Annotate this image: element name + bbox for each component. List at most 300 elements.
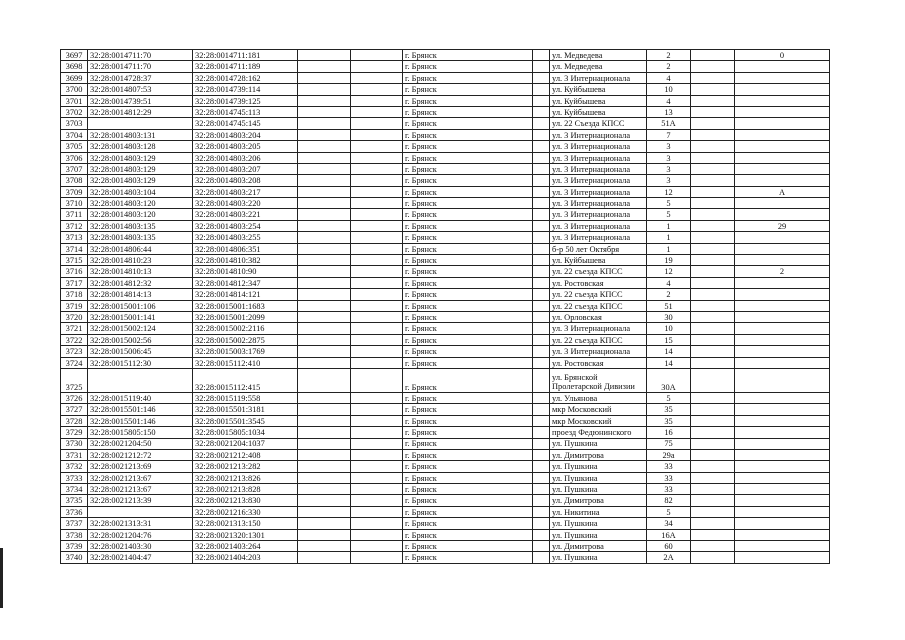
city: г. Брянск	[403, 357, 533, 368]
empty-cell	[351, 404, 403, 415]
cadastral-parcel: 32:28:0014803:120	[88, 209, 193, 220]
cadastral-object: 32:28:0014803:220	[193, 198, 298, 209]
cadastral-parcel: 32:28:0021213:39	[88, 495, 193, 506]
row-number: 3723	[61, 346, 88, 357]
empty-cell	[351, 300, 403, 311]
empty-cell	[691, 529, 735, 540]
city: г. Брянск	[403, 472, 533, 483]
house-number: 1	[647, 243, 691, 254]
table-row	[61, 84, 830, 95]
empty-cell	[533, 392, 550, 403]
house-number: 3	[647, 152, 691, 163]
empty-cell	[533, 404, 550, 415]
row-number: 3715	[61, 255, 88, 266]
house-number: 35	[647, 404, 691, 415]
apartment-number	[735, 95, 830, 106]
cadastral-object: 32:28:0015501:3545	[193, 415, 298, 426]
cadastral-parcel	[88, 118, 193, 129]
empty-cell	[533, 289, 550, 300]
table-row	[61, 141, 830, 152]
house-number: 10	[647, 84, 691, 95]
apartment-number	[735, 163, 830, 174]
house-number: 1	[647, 232, 691, 243]
empty-cell	[351, 415, 403, 426]
cadastral-object: 32:28:0014739:114	[193, 84, 298, 95]
table-row	[61, 50, 830, 61]
empty-cell	[298, 72, 351, 83]
empty-cell	[533, 141, 550, 152]
empty-cell	[298, 243, 351, 254]
empty-cell	[351, 392, 403, 403]
house-number: 34	[647, 518, 691, 529]
empty-cell	[351, 506, 403, 517]
empty-cell	[298, 255, 351, 266]
empty-cell	[298, 495, 351, 506]
row-number: 3719	[61, 300, 88, 311]
empty-cell	[533, 484, 550, 495]
row-number: 3702	[61, 106, 88, 117]
row-number: 3727	[61, 404, 88, 415]
city: г. Брянск	[403, 209, 533, 220]
empty-cell	[298, 118, 351, 129]
house-number: 2А	[647, 552, 691, 563]
cadastral-object: 32:28:0014803:217	[193, 186, 298, 197]
cadastral-parcel: 32:28:0014711:70	[88, 50, 193, 61]
empty-cell	[298, 427, 351, 438]
empty-cell	[351, 368, 403, 392]
empty-cell	[298, 552, 351, 563]
empty-cell	[351, 495, 403, 506]
cadastral-object: 32:28:0014739:125	[193, 95, 298, 106]
table-row	[61, 129, 830, 140]
table-row	[61, 541, 830, 552]
row-number: 3733	[61, 472, 88, 483]
empty-cell	[691, 472, 735, 483]
apartment-number	[735, 118, 830, 129]
row-number: 3701	[61, 95, 88, 106]
table-row	[61, 484, 830, 495]
empty-cell	[533, 129, 550, 140]
empty-cell	[533, 541, 550, 552]
table-row	[61, 255, 830, 266]
cadastral-parcel	[88, 506, 193, 517]
row-number: 3709	[61, 186, 88, 197]
street: ул. 3 Интернационала	[550, 175, 647, 186]
empty-cell	[533, 95, 550, 106]
row-number: 3718	[61, 289, 88, 300]
house-number: 4	[647, 72, 691, 83]
cadastral-object: 32:28:0014745:145	[193, 118, 298, 129]
empty-cell	[298, 50, 351, 61]
city: г. Брянск	[403, 438, 533, 449]
cadastral-parcel: 32:28:0014806:44	[88, 243, 193, 254]
street: ул. Куйбышева	[550, 95, 647, 106]
empty-cell	[691, 186, 735, 197]
empty-cell	[533, 334, 550, 345]
row-number: 3737	[61, 518, 88, 529]
cadastral-parcel: 32:28:0015119:40	[88, 392, 193, 403]
cadastral-parcel: 32:28:0014803:129	[88, 175, 193, 186]
cadastral-parcel: 32:28:0021404:47	[88, 552, 193, 563]
house-number: 14	[647, 346, 691, 357]
empty-cell	[298, 438, 351, 449]
city: г. Брянск	[403, 392, 533, 403]
apartment-number	[735, 84, 830, 95]
apartment-number	[735, 255, 830, 266]
empty-cell	[691, 106, 735, 117]
house-number: 4	[647, 277, 691, 288]
table-row	[61, 518, 830, 529]
table-row	[61, 506, 830, 517]
cadastral-object: 32:28:0014803:207	[193, 163, 298, 174]
table-row	[61, 427, 830, 438]
street: ул. Куйбышева	[550, 84, 647, 95]
cadastral-parcel: 32:28:0021213:67	[88, 472, 193, 483]
cadastral-parcel: 32:28:0021313:31	[88, 518, 193, 529]
empty-cell	[691, 300, 735, 311]
house-number: 16	[647, 427, 691, 438]
empty-cell	[351, 118, 403, 129]
table-row	[61, 220, 830, 231]
empty-cell	[691, 541, 735, 552]
row-number: 3720	[61, 311, 88, 322]
empty-cell	[691, 357, 735, 368]
house-number: 13	[647, 106, 691, 117]
apartment-number	[735, 232, 830, 243]
apartment-number	[735, 311, 830, 322]
empty-cell	[351, 357, 403, 368]
empty-cell	[298, 368, 351, 392]
city: г. Брянск	[403, 552, 533, 563]
street: ул. Пушкина	[550, 552, 647, 563]
street: ул. 3 Интернационала	[550, 198, 647, 209]
apartment-number	[735, 392, 830, 403]
empty-cell	[298, 152, 351, 163]
house-number: 35	[647, 415, 691, 426]
street: ул. 3 Интернационала	[550, 220, 647, 231]
cadastral-parcel: 32:28:0014739:51	[88, 95, 193, 106]
cadastral-object: 32:28:0021213:826	[193, 472, 298, 483]
empty-cell	[298, 472, 351, 483]
cadastral-parcel: 32:28:0014812:32	[88, 277, 193, 288]
empty-cell	[298, 129, 351, 140]
empty-cell	[298, 541, 351, 552]
apartment-number	[735, 175, 830, 186]
empty-cell	[351, 323, 403, 334]
street: ул. 3 Интернационала	[550, 72, 647, 83]
empty-cell	[533, 220, 550, 231]
empty-cell	[298, 277, 351, 288]
table-row	[61, 209, 830, 220]
empty-cell	[351, 220, 403, 231]
city: г. Брянск	[403, 118, 533, 129]
empty-cell	[298, 311, 351, 322]
house-number: 5	[647, 209, 691, 220]
row-number: 3731	[61, 449, 88, 460]
cadastral-object: 32:28:0021204:1037	[193, 438, 298, 449]
empty-cell	[533, 266, 550, 277]
table-row	[61, 152, 830, 163]
apartment-number	[735, 449, 830, 460]
empty-cell	[533, 175, 550, 186]
cadastral-parcel: 32:28:0014812:29	[88, 106, 193, 117]
row-number: 3705	[61, 141, 88, 152]
empty-cell	[351, 209, 403, 220]
apartment-number	[735, 300, 830, 311]
table-row	[61, 449, 830, 460]
city: г. Брянск	[403, 404, 533, 415]
cadastral-parcel: 32:28:0015002:124	[88, 323, 193, 334]
empty-cell	[533, 311, 550, 322]
empty-cell	[351, 255, 403, 266]
cadastral-parcel: 32:28:0021213:67	[88, 484, 193, 495]
empty-cell	[533, 186, 550, 197]
cadastral-object: 32:28:0015003:1769	[193, 346, 298, 357]
street: ул. Димитрова	[550, 495, 647, 506]
table-row	[61, 61, 830, 72]
table-row	[61, 323, 830, 334]
empty-cell	[691, 129, 735, 140]
empty-cell	[691, 163, 735, 174]
apartment-number	[735, 152, 830, 163]
cadastral-parcel: 32:28:0014803:104	[88, 186, 193, 197]
row-number: 3738	[61, 529, 88, 540]
empty-cell	[533, 323, 550, 334]
house-number: 3	[647, 163, 691, 174]
table-row	[61, 266, 830, 277]
empty-cell	[298, 198, 351, 209]
city: г. Брянск	[403, 484, 533, 495]
empty-cell	[691, 311, 735, 322]
row-number: 3706	[61, 152, 88, 163]
cadastral-object: 32:28:0015001:2099	[193, 311, 298, 322]
empty-cell	[298, 323, 351, 334]
street: ул. 3 Интернационала	[550, 209, 647, 220]
empty-cell	[691, 277, 735, 288]
apartment-number	[735, 415, 830, 426]
house-number: 60	[647, 541, 691, 552]
city: г. Брянск	[403, 346, 533, 357]
empty-cell	[533, 415, 550, 426]
city: г. Брянск	[403, 541, 533, 552]
empty-cell	[533, 427, 550, 438]
empty-cell	[533, 357, 550, 368]
table-row	[61, 300, 830, 311]
row-number: 3734	[61, 484, 88, 495]
row-number: 3707	[61, 163, 88, 174]
empty-cell	[298, 220, 351, 231]
street: ул. 3 Интернационала	[550, 163, 647, 174]
house-number: 7	[647, 129, 691, 140]
cadastral-object: 32:28:0015002:2875	[193, 334, 298, 345]
street: ул. Пушкина	[550, 518, 647, 529]
empty-cell	[351, 311, 403, 322]
city: г. Брянск	[403, 300, 533, 311]
empty-cell	[533, 518, 550, 529]
table-row	[61, 118, 830, 129]
apartment-number	[735, 495, 830, 506]
street: ул. Орловская	[550, 311, 647, 322]
empty-cell	[298, 84, 351, 95]
empty-cell	[691, 392, 735, 403]
house-number: 5	[647, 198, 691, 209]
table-row	[61, 95, 830, 106]
apartment-number	[735, 129, 830, 140]
cadastral-parcel: 32:28:0021204:50	[88, 438, 193, 449]
empty-cell	[533, 449, 550, 460]
house-number: 33	[647, 461, 691, 472]
city: г. Брянск	[403, 529, 533, 540]
apartment-number	[735, 427, 830, 438]
empty-cell	[691, 61, 735, 72]
apartment-number	[735, 106, 830, 117]
empty-cell	[691, 266, 735, 277]
empty-cell	[351, 106, 403, 117]
street: ул. Димитрова	[550, 449, 647, 460]
house-number: 29а	[647, 449, 691, 460]
empty-cell	[351, 232, 403, 243]
cadastral-object: 32:28:0021404:203	[193, 552, 298, 563]
table-row	[61, 472, 830, 483]
cadastral-parcel: 32:28:0015501:146	[88, 415, 193, 426]
empty-cell	[351, 472, 403, 483]
apartment-number	[735, 346, 830, 357]
table-row	[61, 357, 830, 368]
empty-cell	[691, 289, 735, 300]
house-number: 10	[647, 323, 691, 334]
empty-cell	[691, 175, 735, 186]
empty-cell	[533, 472, 550, 483]
street: ул. 3 Интернационала	[550, 346, 647, 357]
empty-cell	[351, 243, 403, 254]
empty-cell	[351, 277, 403, 288]
empty-cell	[691, 495, 735, 506]
cadastral-object: 32:28:0015112:415	[193, 368, 298, 392]
city: г. Брянск	[403, 311, 533, 322]
empty-cell	[533, 368, 550, 392]
empty-cell	[351, 84, 403, 95]
street: б-р 50 лет Октября	[550, 243, 647, 254]
empty-cell	[533, 461, 550, 472]
empty-cell	[351, 175, 403, 186]
table-row	[61, 368, 830, 392]
row-number: 3739	[61, 541, 88, 552]
cadastral-object: 32:28:0021403:264	[193, 541, 298, 552]
empty-cell	[533, 243, 550, 254]
empty-cell	[533, 346, 550, 357]
table-row	[61, 404, 830, 415]
cadastral-object: 32:28:0021213:828	[193, 484, 298, 495]
row-number: 3710	[61, 198, 88, 209]
empty-cell	[533, 50, 550, 61]
house-number: 4	[647, 95, 691, 106]
cadastral-object: 32:28:0015112:410	[193, 357, 298, 368]
city: г. Брянск	[403, 163, 533, 174]
empty-cell	[691, 449, 735, 460]
row-number: 3736	[61, 506, 88, 517]
table-row	[61, 461, 830, 472]
cadastral-object: 32:28:0014803:221	[193, 209, 298, 220]
empty-cell	[298, 61, 351, 72]
empty-cell	[691, 323, 735, 334]
empty-cell	[691, 50, 735, 61]
table-row	[61, 186, 830, 197]
city: г. Брянск	[403, 95, 533, 106]
table-row	[61, 392, 830, 403]
cadastral-parcel: 32:28:0015006:45	[88, 346, 193, 357]
apartment-number	[735, 277, 830, 288]
street: ул. Никитина	[550, 506, 647, 517]
city: г. Брянск	[403, 255, 533, 266]
street: ул. Брянской Пролетарской Дивизии	[550, 368, 647, 392]
empty-cell	[351, 289, 403, 300]
empty-cell	[533, 106, 550, 117]
house-number: 30А	[647, 368, 691, 392]
empty-cell	[691, 152, 735, 163]
city: г. Брянск	[403, 129, 533, 140]
street: ул. 22 съезда КПСС	[550, 266, 647, 277]
cadastral-parcel: 32:28:0014711:70	[88, 61, 193, 72]
empty-cell	[298, 449, 351, 460]
city: г. Брянск	[403, 220, 533, 231]
cadastral-object: 32:28:0021213:830	[193, 495, 298, 506]
street: ул. 3 Интернационала	[550, 323, 647, 334]
street: мкр Московский	[550, 415, 647, 426]
cadastral-parcel: 32:28:0015001:106	[88, 300, 193, 311]
empty-cell	[533, 552, 550, 563]
apartment-number: 2	[735, 266, 830, 277]
table-row	[61, 415, 830, 426]
empty-cell	[351, 141, 403, 152]
empty-cell	[533, 152, 550, 163]
row-number: 3729	[61, 427, 88, 438]
cadastral-parcel	[88, 368, 193, 392]
cadastral-object: 32:28:0014728:162	[193, 72, 298, 83]
table-row	[61, 495, 830, 506]
cadastral-object: 32:28:0021320:1301	[193, 529, 298, 540]
cadastral-object: 32:28:0014803:205	[193, 141, 298, 152]
empty-cell	[691, 72, 735, 83]
apartment-number: 29	[735, 220, 830, 231]
cadastral-object: 32:28:0014803:255	[193, 232, 298, 243]
row-number: 3732	[61, 461, 88, 472]
empty-cell	[298, 232, 351, 243]
street: ул. Куйбышева	[550, 106, 647, 117]
cadastral-object: 32:28:0021216:330	[193, 506, 298, 517]
empty-cell	[691, 368, 735, 392]
apartment-number	[735, 506, 830, 517]
city: г. Брянск	[403, 368, 533, 392]
empty-cell	[691, 415, 735, 426]
cadastral-object: 32:28:0014711:181	[193, 50, 298, 61]
empty-cell	[691, 232, 735, 243]
empty-cell	[351, 334, 403, 345]
city: г. Брянск	[403, 186, 533, 197]
row-number: 3711	[61, 209, 88, 220]
row-number: 3735	[61, 495, 88, 506]
city: г. Брянск	[403, 427, 533, 438]
empty-cell	[691, 427, 735, 438]
row-number: 3726	[61, 392, 88, 403]
empty-cell	[351, 541, 403, 552]
cadastral-object: 32:28:0021212:408	[193, 449, 298, 460]
street: ул. 3 Интернационала	[550, 141, 647, 152]
table-row	[61, 346, 830, 357]
empty-cell	[691, 209, 735, 220]
row-number: 3713	[61, 232, 88, 243]
house-number: 75	[647, 438, 691, 449]
house-number: 3	[647, 141, 691, 152]
